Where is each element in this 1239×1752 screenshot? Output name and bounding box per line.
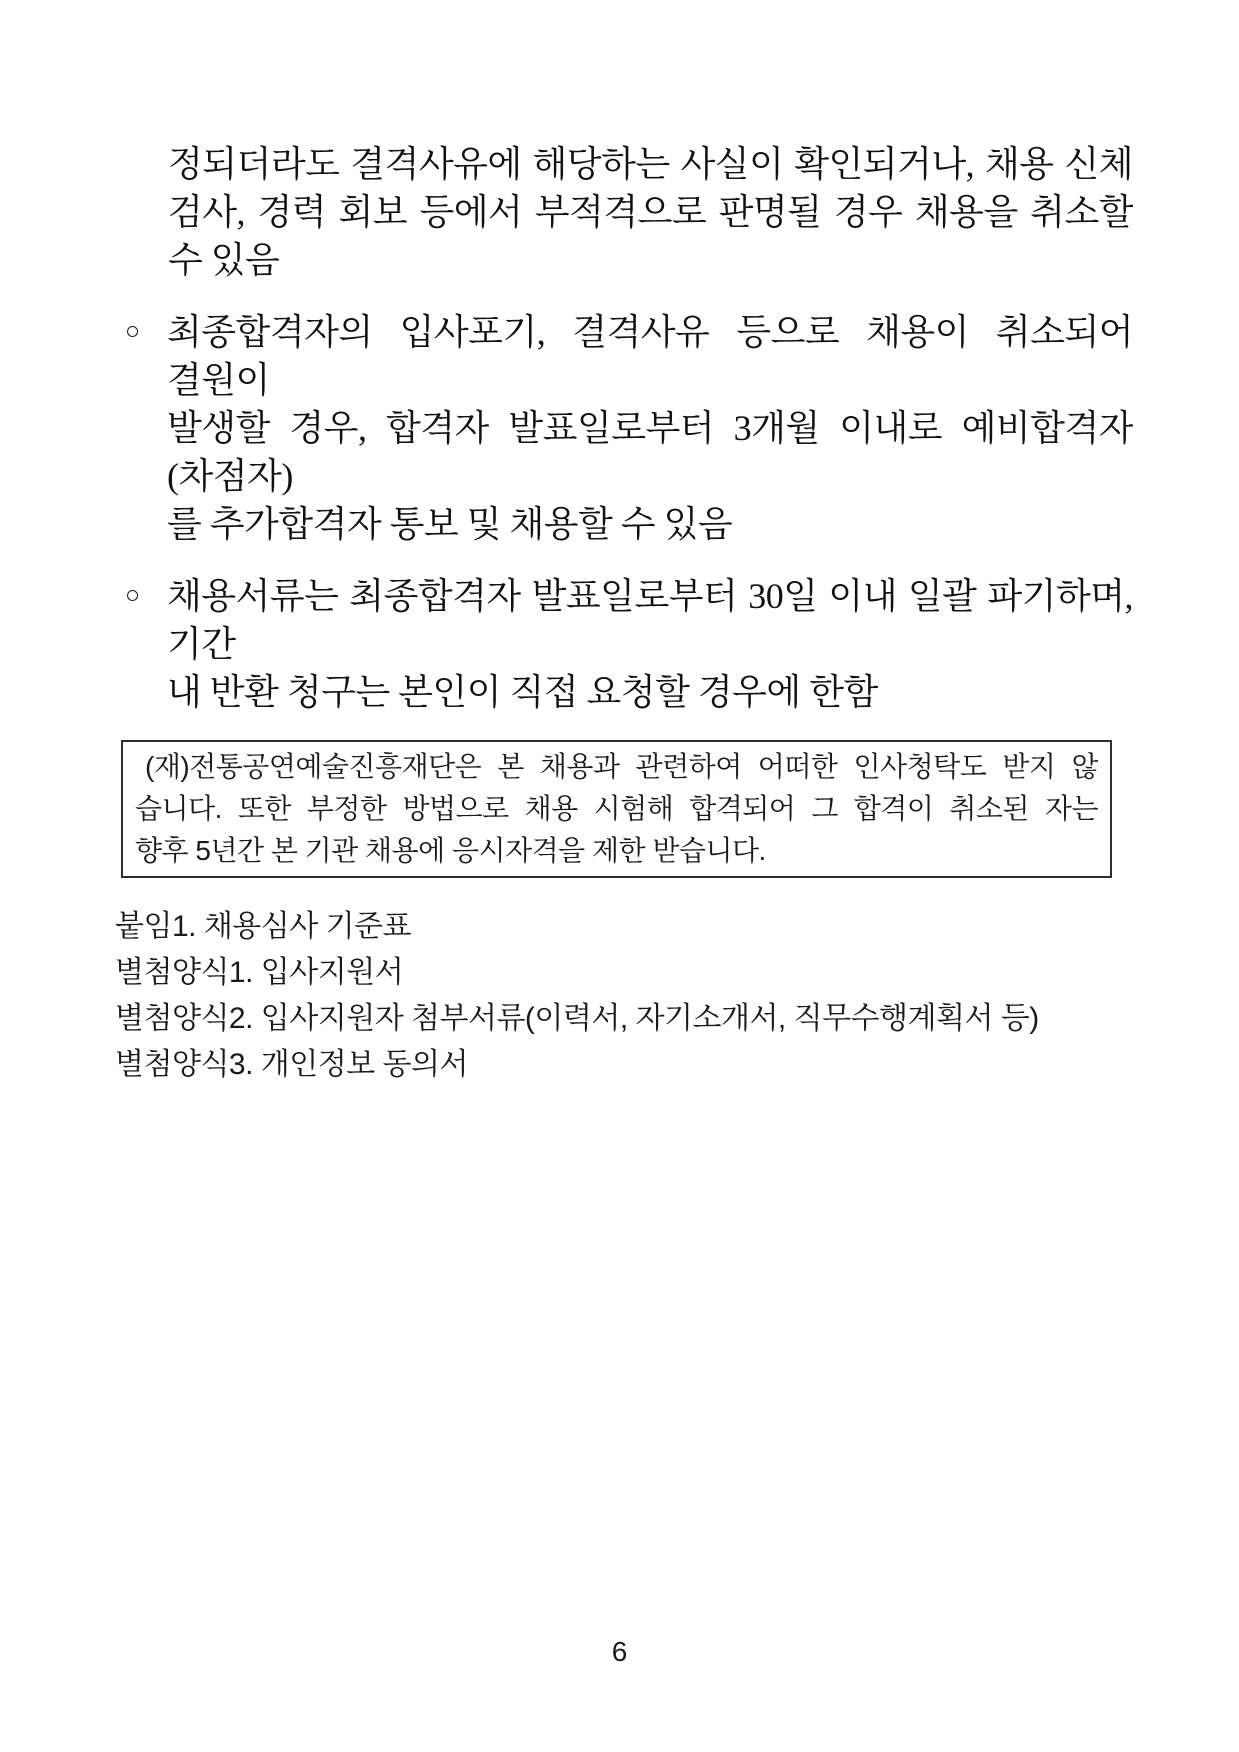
notice-line: (재)전통공연예술진흥재단은 본 채용과 관련하여 어떠한 인사청탁도 받지 않 [145,751,1098,782]
attachment-list [115,904,1133,1088]
notice-line: 향후 5년간 본 기관 채용에 응시자격을 제한 받습니다. [135,835,766,866]
bullet-line: 최종합격자의 입사포기, 결격사유 등으로 채용이 취소되어 결원이 [167,312,1133,400]
attachment-item: 별첨양식1. 입사지원서 [115,956,404,989]
circle-bullet-icon: ○ [125,582,140,609]
attachment-item: 별첨양식3. 개인정보 동의서 [115,1048,468,1081]
bullet-line: 를 추가합격자 통보 및 채용할 수 있음 [167,504,733,544]
paragraph-line: 수 있음 [168,240,280,280]
bullet-item-rehire [105,308,1133,548]
circle-bullet-icon: ○ [125,318,140,345]
bullet-line: 채용서류는 최종합격자 발표일로부터 30일 이내 일괄 파기하며, 기간 [167,576,1133,664]
notice-box [121,740,1112,878]
paragraph-continuation [168,140,1133,284]
document-content [105,140,1133,1088]
bullet-line: 내 반환 청구는 본인이 직접 요청할 경우에 한함 [167,672,878,712]
paragraph-line: 검사, 경력 회보 등에서 부적격으로 판명될 경우 채용을 취소할 [168,192,1133,232]
attachment-item: 붙임1. 채용심사 기준표 [115,910,412,943]
notice-line: 습니다. 또한 부정한 방법으로 채용 시험해 합격되어 그 합격이 취소된 자는 [135,793,1098,824]
bullet-line: 발생할 경우, 합격자 발표일로부터 3개월 이내로 예비합격자(차점자) [167,408,1133,496]
page-number: 6 [611,1636,628,1667]
attachment-item: 별첨양식2. 입사지원자 첨부서류(이력서, 자기소개서, 직무수행계획서 등) [115,1002,1039,1035]
bullet-item-documents [105,572,1133,716]
paragraph-line: 정되더라도 결격사유에 해당하는 사실이 확인되거나, 채용 신체 [168,144,1133,184]
